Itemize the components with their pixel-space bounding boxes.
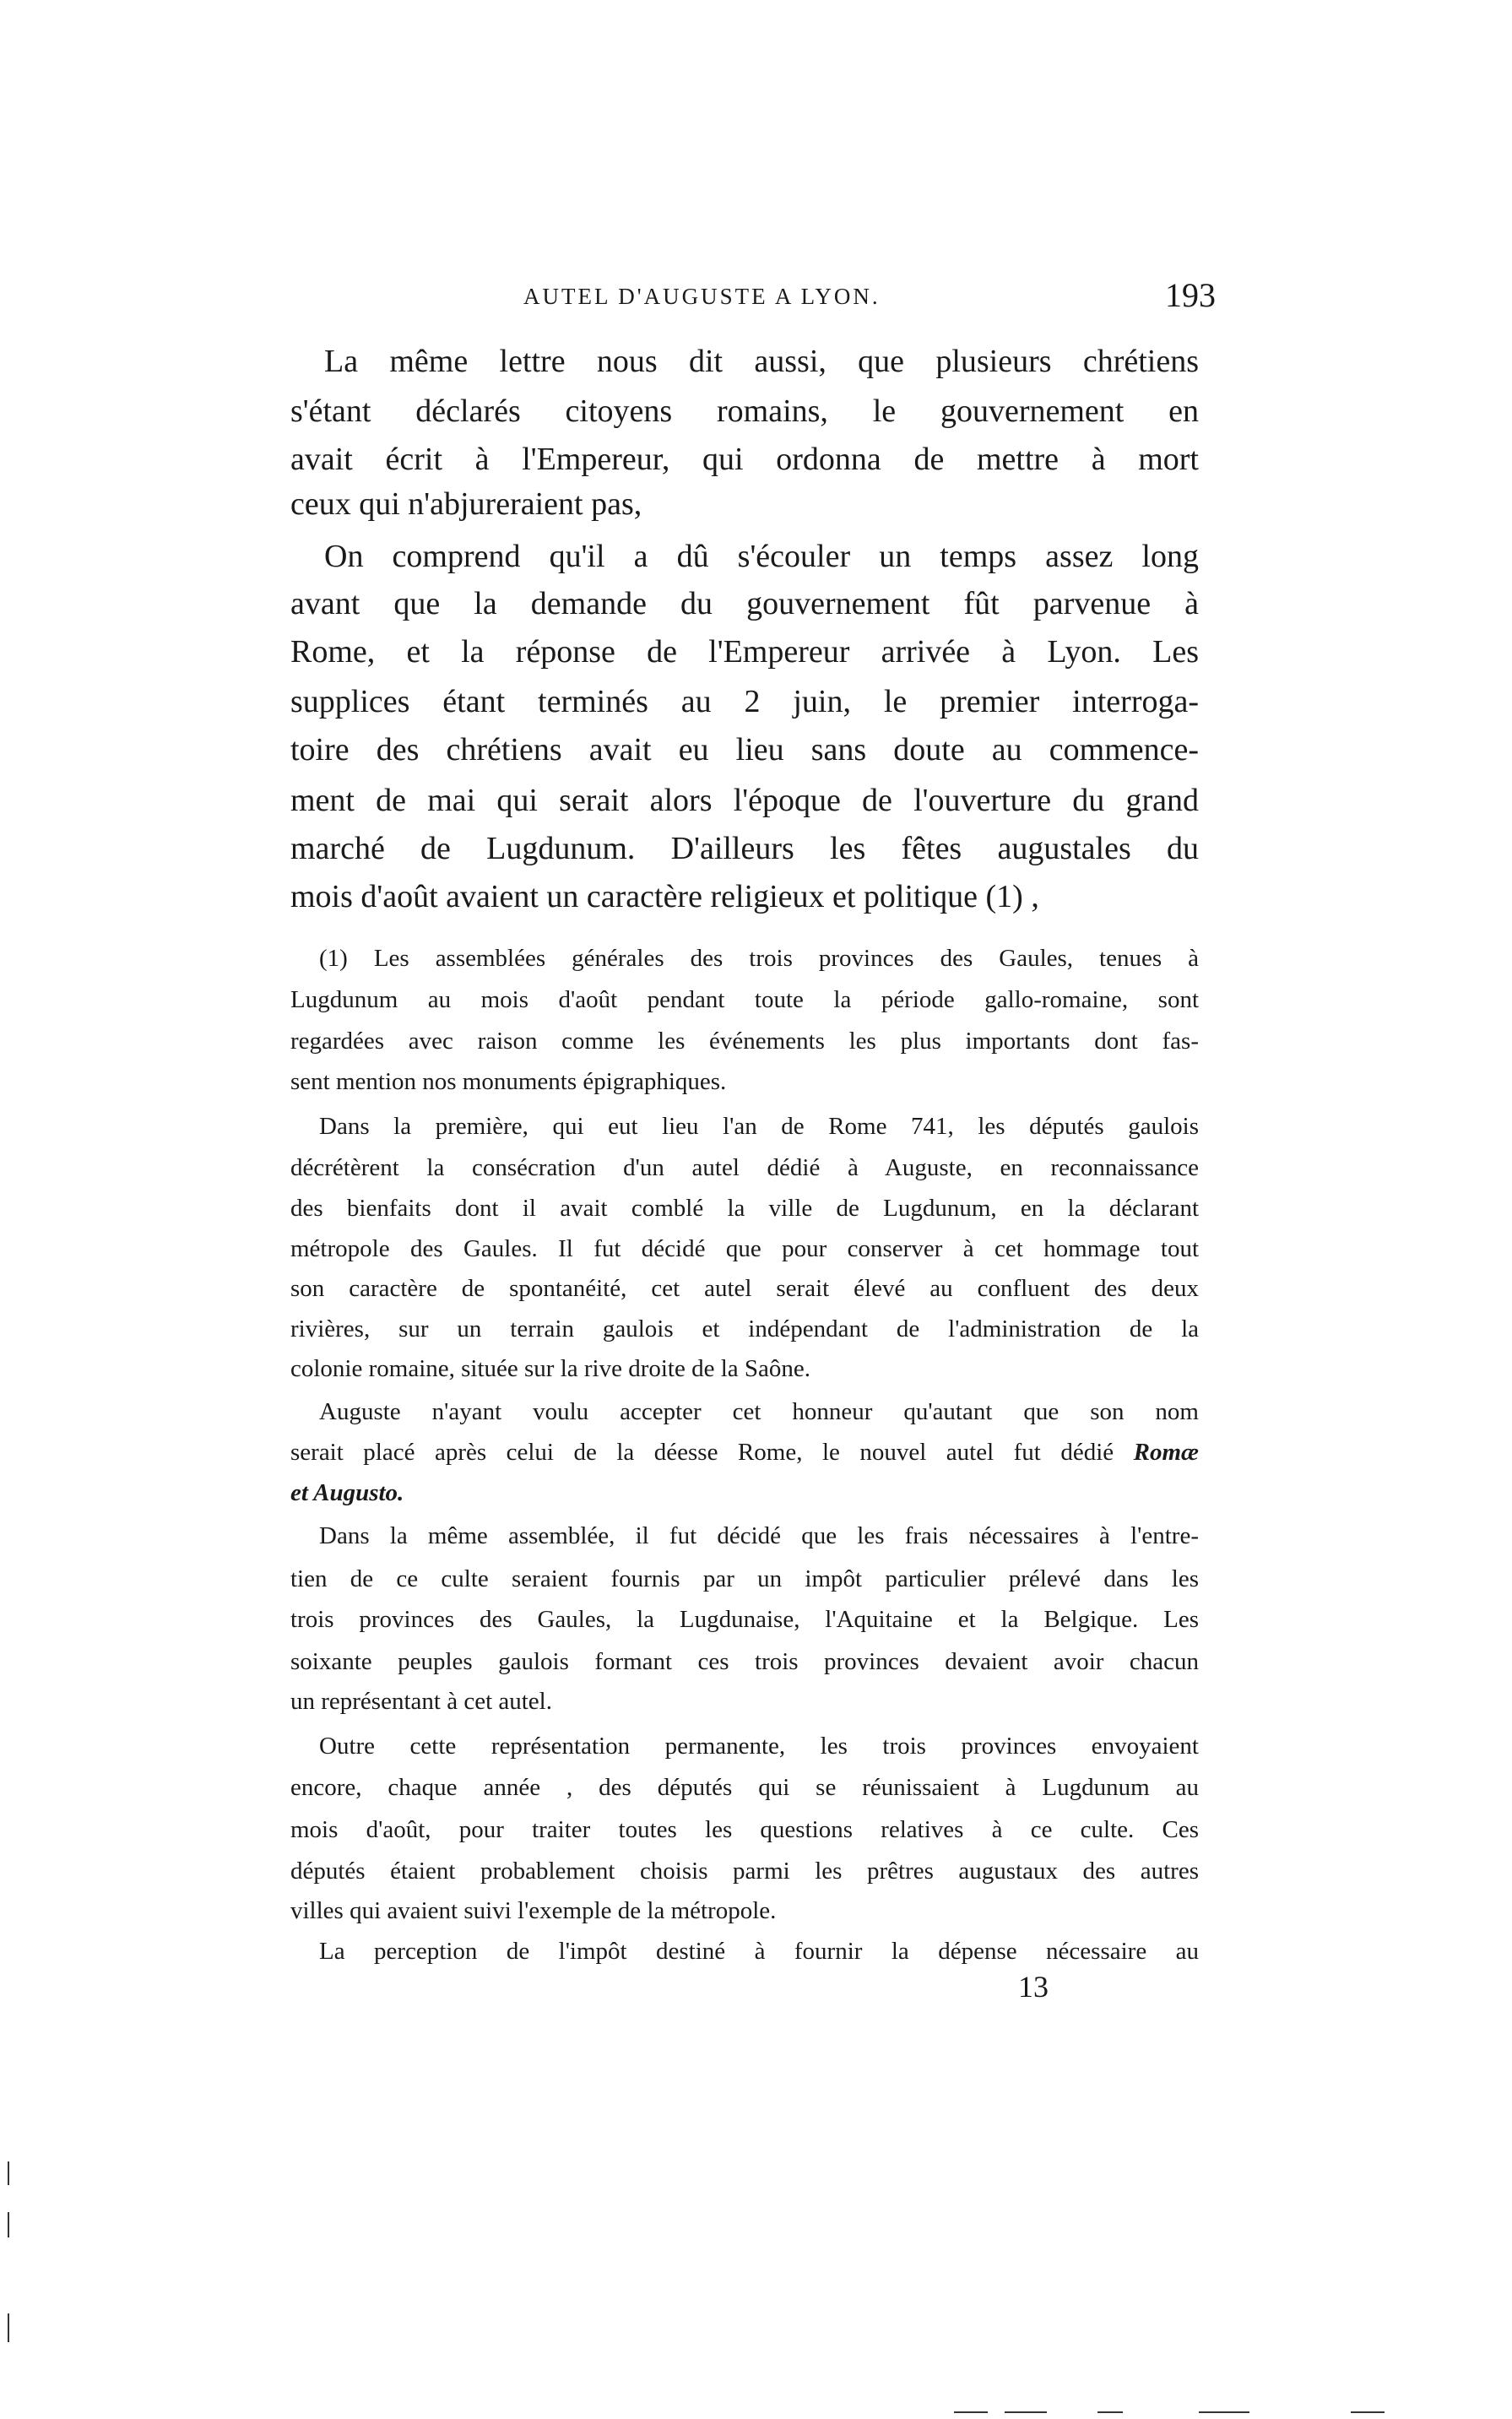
body-text-line: On comprend qu'il a dû s'écouler un temps assez long (324, 539, 1199, 574)
text-segment: Auguste n'ayant voulu accepter cet honneur qu'autant que son nom (319, 1398, 1199, 1425)
scan-artifact (1097, 2411, 1123, 2413)
footnote-line: rivières, sur un terrain gaulois et indépendant de l'administration de la (290, 1315, 1199, 1342)
body-text-line: supplices étant terminés au 2 juin, le premier interroga- (290, 684, 1199, 719)
scan-artifact (1351, 2411, 1385, 2413)
page-number: 193 (1165, 276, 1216, 314)
footnote-line: trois provinces des Gaules, la Lugdunaise, l'Aquitaine et la Belgique. Les (290, 1606, 1199, 1633)
footnote-line (319, 1397, 1199, 1426)
body-text-line: ment de mai qui serait alors l'époque de l'ouverture du grand (290, 783, 1199, 818)
footnote-line: colonie romaine, située sur la rive droite de la Saône. (290, 1355, 811, 1382)
scan-artifact (8, 2161, 9, 2185)
signature-mark: 13 (1018, 1970, 1049, 2004)
footnote-line: encore, chaque année , des députés qui se réunissaient à Lugdunum au (290, 1774, 1199, 1801)
footnote-line: son caractère de spontanéité, cet autel serait élevé au confluent des deux (290, 1275, 1199, 1302)
footnote-line: (1) Les assemblées générales des trois provinces des Gaules, tenues à (319, 945, 1199, 972)
scan-artifact (8, 2313, 9, 2342)
footnote-line: Dans la première, qui eut lieu l'an de Rome 741, les députés gaulois (319, 1113, 1199, 1140)
body-text-line: avant que la demande du gouvernement fût parvenue à (290, 586, 1199, 621)
footnote-line (290, 1438, 1199, 1467)
footnote-line: regardées avec raison comme les événements les plus importants dont fas- (290, 1028, 1199, 1055)
italic-text: et Augusto. (290, 1479, 404, 1506)
footnote-line: députés étaient probablement choisis parmi les prêtres augustaux des autres (290, 1858, 1199, 1885)
footnote-line: Dans la même assemblée, il fut décidé que les frais nécessaires à l'entre- (319, 1522, 1199, 1549)
footnote-line: décrétèrent la consécration d'un autel dédié à Auguste, en reconnaissance (290, 1154, 1199, 1181)
body-text-line: marché de Lugdunum. D'ailleurs les fêtes augustales du (290, 831, 1199, 866)
body-text-line: avait écrit à l'Empereur, qui ordonna de mettre à mort (290, 442, 1199, 477)
footnote-line: sent mention nos monuments épigraphiques. (290, 1068, 727, 1095)
footnote-line: un représentant à cet autel. (290, 1688, 552, 1715)
body-text-line: s'étant déclarés citoyens romains, le gouvernement en (290, 393, 1199, 429)
footnote-line: Lugdunum au mois d'août pendant toute la période gallo-romaine, sont (290, 986, 1199, 1013)
body-text-line: toire des chrétiens avait eu lieu sans doute au commence- (290, 732, 1199, 767)
footnote-line: des bienfaits dont il avait comblé la ville de Lugdunum, en la déclarant (290, 1195, 1199, 1222)
footnote-line: villes qui avaient suivi l'exemple de la métropole. (290, 1897, 777, 1924)
scan-artifact (954, 2411, 988, 2413)
footnote-line: soixante peuples gaulois formant ces trois provinces devaient avoir chacun (290, 1648, 1199, 1675)
footnote-line: tien de ce culte seraient fournis par un impôt particulier prélevé dans les (290, 1565, 1199, 1592)
body-text-line: mois d'août avaient un caractère religieux et politique (1) , (290, 879, 1039, 914)
italic-text: Romæ (1133, 1439, 1199, 1466)
footnote-line (290, 1478, 1199, 1507)
body-text-line: La même lettre nous dit aussi, que plusieurs chrétiens (324, 344, 1199, 379)
body-text-line: ceux qui n'abjureraient pas, (290, 486, 642, 522)
scan-artifact (1199, 2411, 1249, 2413)
running-title: AUTEL D'AUGUSTE A LYON. (523, 284, 881, 309)
body-text-line: Rome, et la réponse de l'Empereur arrivée à Lyon. Les (290, 634, 1199, 670)
footnote-line: La perception de l'impôt destiné à fournir la dépense nécessaire au (319, 1938, 1199, 1965)
footnote-line: Outre cette représentation permanente, les trois provinces envoyaient (319, 1733, 1199, 1760)
footnote-line: mois d'août, pour traiter toutes les questions relatives à ce culte. Ces (290, 1816, 1199, 1843)
text-segment: serait placé après celui de la déesse Rome, le nouvel autel fut dédié (290, 1439, 1134, 1466)
scan-artifact (8, 2212, 9, 2237)
footnote-line: métropole des Gaules. Il fut décidé que pour conserver à cet hommage tout (290, 1235, 1199, 1262)
scan-artifact (1005, 2411, 1047, 2413)
